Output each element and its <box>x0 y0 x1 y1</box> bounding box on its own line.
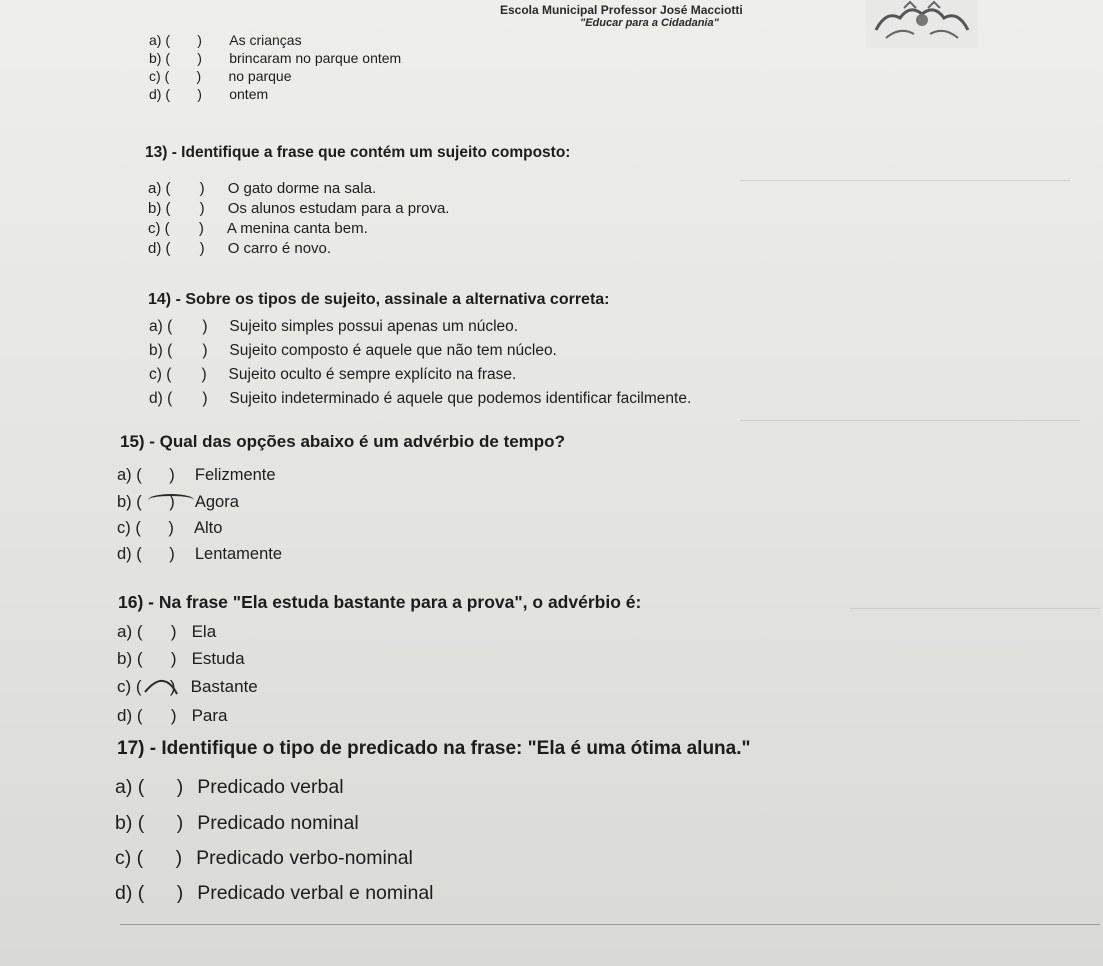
ruled-line <box>740 420 1080 421</box>
answer-blank[interactable]: ( ) <box>167 342 208 359</box>
answer-blank[interactable]: ( ) <box>136 847 183 869</box>
option-text: O carro é novo. <box>227 240 332 257</box>
option-letter: b) <box>117 493 132 511</box>
option-letter: a) <box>117 622 133 641</box>
option-16d[interactable] <box>117 706 228 726</box>
option-16c[interactable] <box>117 677 258 697</box>
question-13-title: 13) - Identifique a frase que contém um sujeito composto: <box>145 144 571 161</box>
option-text: Sujeito indeterminado é aquele que podemos identificar facilmente. <box>229 390 692 407</box>
answer-blank[interactable]: ( ) <box>137 776 184 798</box>
answer-blank[interactable]: ( ) <box>165 50 202 66</box>
option-text: Ela <box>191 622 217 641</box>
answer-blank[interactable]: ( ) <box>135 519 174 537</box>
option-text: Bastante <box>190 677 258 696</box>
option-12c[interactable] <box>149 68 292 84</box>
pencil-mark-icon <box>148 494 194 506</box>
question-14-title: 14) - Sobre os tipos de sujeito, assinale a alternativa correta: <box>148 291 610 308</box>
answer-blank[interactable]: ( ) <box>135 677 176 696</box>
option-text: no parque <box>228 68 292 84</box>
option-text: Estuda <box>191 649 245 668</box>
answer-blank[interactable]: ( ) <box>165 200 205 217</box>
answer-blank[interactable]: ( ) <box>167 318 208 335</box>
pencil-check-mark-icon <box>141 678 181 698</box>
option-text: Predicado verbo-nominal <box>196 847 413 869</box>
option-text: Predicado nominal <box>197 812 359 834</box>
answer-blank[interactable]: ( ) <box>136 545 175 563</box>
answer-blank[interactable]: ( ) <box>137 812 184 834</box>
option-text: O gato dorme na sala. <box>227 180 377 197</box>
school-logo-icon <box>866 0 978 48</box>
option-12a[interactable] <box>149 32 302 48</box>
option-text: Felizmente <box>194 466 276 484</box>
option-16b[interactable] <box>117 649 245 669</box>
option-letter: b) <box>149 342 163 359</box>
option-14c[interactable] <box>149 366 516 384</box>
answer-blank[interactable]: ( ) <box>167 390 208 407</box>
answer-blank[interactable]: ( ) <box>166 366 207 383</box>
option-text: brincaram no parque ontem <box>229 50 402 66</box>
option-14a[interactable] <box>149 318 518 336</box>
option-14b[interactable] <box>149 342 557 360</box>
option-text: A menina canta bem. <box>226 220 368 237</box>
option-letter: a) <box>148 180 162 197</box>
option-14d[interactable] <box>149 390 691 408</box>
answer-blank[interactable]: ( ) <box>136 466 175 484</box>
answer-blank[interactable]: ( ) <box>165 32 202 48</box>
option-text: Para <box>191 706 228 725</box>
ruled-line <box>120 924 1100 925</box>
option-text: Os alunos estudam para a prova. <box>227 200 450 217</box>
option-letter: c) <box>115 847 132 869</box>
option-13b[interactable] <box>148 200 449 217</box>
option-text: Predicado verbal e nominal <box>197 882 434 904</box>
option-15c[interactable] <box>117 519 222 538</box>
answer-blank[interactable]: ( ) <box>164 220 204 237</box>
option-letter: b) <box>149 50 162 66</box>
option-13d[interactable] <box>148 240 331 257</box>
option-letter: b) <box>148 200 162 217</box>
option-17b[interactable] <box>115 812 359 835</box>
option-letter: c) <box>148 220 161 237</box>
ruled-line <box>740 180 1070 181</box>
option-letter: d) <box>115 882 133 904</box>
option-letter: a) <box>149 32 162 48</box>
answer-blank[interactable]: ( ) <box>165 240 205 257</box>
option-letter: d) <box>117 545 132 563</box>
option-letter: c) <box>117 677 132 696</box>
option-text: Lentamente <box>194 545 283 563</box>
option-letter: d) <box>149 390 163 407</box>
option-text: As crianças <box>229 32 302 48</box>
option-17a[interactable] <box>115 776 344 799</box>
option-letter: a) <box>149 318 163 335</box>
option-16a[interactable] <box>117 622 216 642</box>
option-letter: b) <box>115 812 133 834</box>
option-text: Predicado verbal <box>197 776 344 798</box>
answer-blank[interactable]: ( ) <box>136 649 177 668</box>
option-letter: c) <box>149 366 162 383</box>
school-name: Escola Municipal Professor José Macciotti <box>500 3 743 17</box>
answer-blank[interactable]: ( ) <box>136 706 177 725</box>
option-text: Sujeito oculto é sempre explícito na frase. <box>228 366 517 383</box>
option-17c[interactable] <box>115 847 413 870</box>
answer-blank[interactable]: ( ) <box>136 622 177 641</box>
option-letter: d) <box>117 706 133 725</box>
answer-blank[interactable]: ( ) <box>164 68 202 84</box>
option-text: ontem <box>229 86 269 102</box>
option-letter: a) <box>117 466 132 484</box>
answer-blank[interactable]: ( ) <box>165 86 202 102</box>
question-15-title: 15) - Qual das opções abaixo é um advérbio de tempo? <box>120 432 565 451</box>
answer-blank[interactable]: ( ) <box>136 493 175 511</box>
option-letter: a) <box>115 776 133 798</box>
option-text: Alto <box>193 519 223 537</box>
option-letter: d) <box>149 86 162 102</box>
option-13a[interactable] <box>148 180 376 197</box>
school-motto: "Educar para a Cidadania" <box>580 17 719 29</box>
option-letter: d) <box>148 240 162 257</box>
option-text: Sujeito simples possui apenas um núcleo. <box>229 318 519 335</box>
answer-blank[interactable]: ( ) <box>137 882 184 904</box>
option-12b[interactable] <box>149 50 401 66</box>
option-15a[interactable] <box>117 466 276 485</box>
ruled-line <box>850 608 1100 609</box>
option-letter: c) <box>117 519 131 537</box>
option-12d[interactable] <box>149 86 268 102</box>
answer-blank[interactable]: ( ) <box>165 180 205 197</box>
option-13c[interactable] <box>148 220 368 237</box>
option-text: Agora <box>194 493 239 511</box>
question-17-title: 17) - Identifique o tipo de predicado na frase: "Ela é uma ótima aluna." <box>117 738 751 759</box>
option-letter: b) <box>117 649 133 668</box>
option-15d[interactable] <box>117 545 282 564</box>
option-text: Sujeito composto é aquele que não tem núcleo. <box>229 342 557 359</box>
question-16-title: 16) - Na frase "Ela estuda bastante para a prova", o advérbio é: <box>118 592 642 612</box>
option-letter: c) <box>149 68 161 84</box>
option-17d[interactable] <box>115 882 434 905</box>
